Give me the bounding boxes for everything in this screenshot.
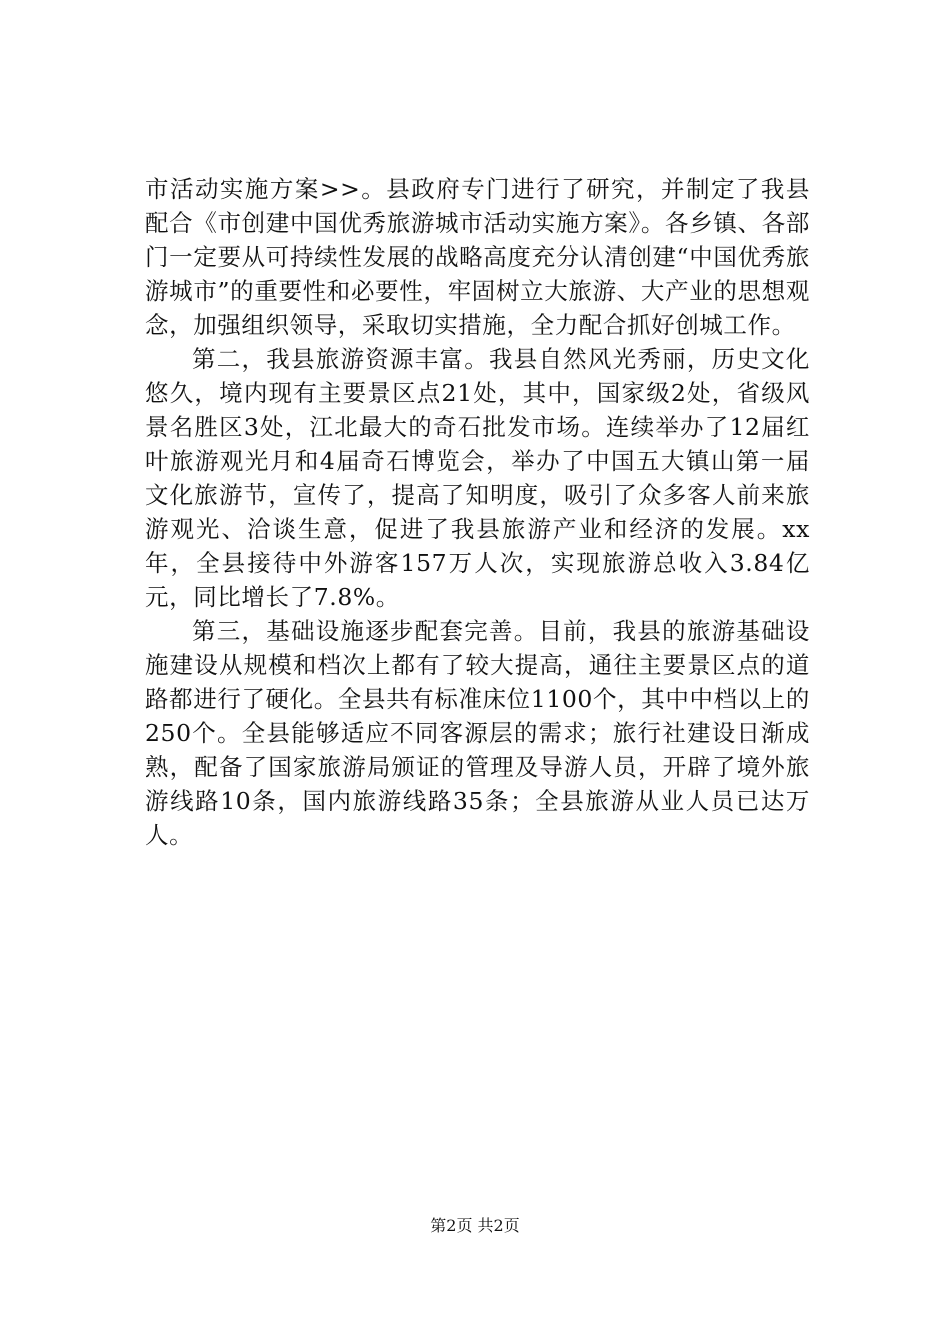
- paragraph-continuation: 市活动实施方案>>。县政府专门进行了研究，并制定了我县配合《市创建中国优秀旅游城市活动实施方案》。各乡镇、各部门一定要从可持续性发展的战略高度充分认清创建“中国优秀旅游城市”的重要性和必要性，牢固树立大旅游、大产业的思想观念，加强组织领导，采取切实措施，全力配合抓好创城工作。: [145, 175, 810, 339]
- paragraph-infrastructure: 第三，基础设施逐步配套完善。目前，我县的旅游基础设施建设从规模和档次上都有了较大提高，通往主要景区点的道路都进行了硬化。全县共有标准床位1100个，其中中档以上的250个。全县能够适应不同客源层的需求；旅行社建设日渐成熟，配备了国家旅游局颁证的管理及导游人员，开辟了境外旅游线路10条，国内旅游线路35条；全县旅游从业人员已达万人。: [145, 617, 810, 849]
- paragraph-tourism-resources: 第二，我县旅游资源丰富。我县自然风光秀丽，历史文化悠久，境内现有主要景区点21处，其中，国家级2处，省级风景名胜区3处，江北最大的奇石批发市场。连续举办了12届红叶旅游观光月和4届奇石博览会，举办了中国五大镇山第一届文化旅游节，宣传了，提高了知明度，吸引了众多客人前来旅游观光、洽谈生意，促进了我县旅游产业和经济的发展。xx年，全县接待中外游客157万人次，实现旅游总收入3.84亿元，同比增长了7.8%。: [145, 345, 810, 611]
- document-body: [145, 172, 810, 852]
- page-number-footer: 第2页 共2页: [430, 1216, 520, 1235]
